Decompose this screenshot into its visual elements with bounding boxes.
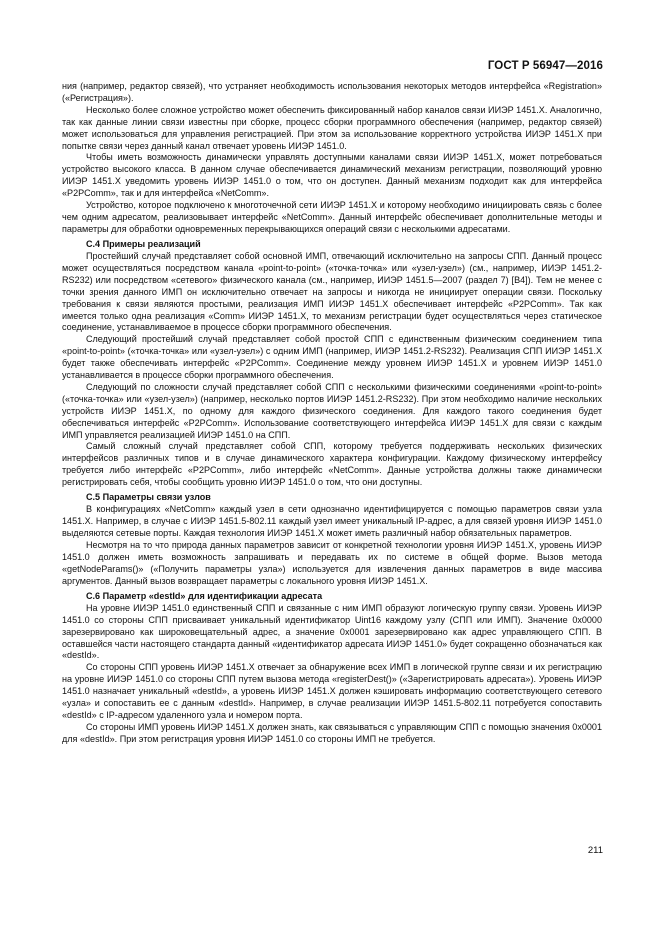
page-number: 211 <box>587 845 603 856</box>
standard-header: ГОСТ Р 56947—2016 <box>487 60 603 72</box>
paragraph: Со стороны ИМП уровень ИИЭР 1451.X должен знать, как связываться с управляющим СПП с помощью значения 0x0001 для «destId». При этом регистрация уровня ИИЭР 1451.0 со стороны ИМП не требуется. <box>62 721 602 744</box>
paragraph: Со стороны СПП уровень ИИЭР 1451.X отвечает за обнаружение всех ИМП в логической группе связи и их регистрацию на уровне ИИЭР 1451.0 со стороны СПП путем вызова метода «registerDest()» («Зарегистрировать адресата»). Уровень ИИЭР 1451.0 назначает уникальный «destId», а уровень ИИЭР 1451.X должен кэшировать информацию соответствующего сетевого «узла» и сопоставить ее с данным «destId». Например, в случае реализации ИИЭР 1451.5-802.11 потребуется сопоставить «destId» с IP-адресом удаленного узла и номером порта. <box>62 662 602 721</box>
section-heading-c5: С.5 Параметры связи узлов <box>86 492 211 503</box>
document-body <box>62 81 602 746</box>
paragraph: Устройство, которое подключено к многоточечной сети ИИЭР 1451.X и которому необходимо инициировать связь с более чем одним адресатом, реализовывает интерфейс «NetComm». Данный интерфейс обеспечивает дополнительные методы и параметры для обработки одновременных перекрывающихся операций связи с несколькими адресатами. <box>62 200 602 234</box>
paragraph: ния (например, редактор связей), что устраняет необходимость использования некоторых методов интерфейса «Registration» («Регистрация»). <box>62 81 602 103</box>
paragraph: Следующий простейший случай представляет собой простой СПП с единственным физическим соединением типа «point-to-point» («точка-точка» или «узел-узел») с одним ИМП (например, ИИЭР 1451.2-RS232). Реализация СПП ИИЭР 1451.X будет также обеспечивать интерфейс «P2PComm». Соединение между уровнем ИИЭР 1451.X и уровнем ИИЭР 1451.0 устанавливается в процессе сборки программного обеспечения. <box>62 334 602 381</box>
paragraph: Чтобы иметь возможность динамически управлять доступными каналами связи ИИЭР 1451.X, может потребоваться устройство высокого класса. В данном случае обеспечивается динамический механизм регистрации, позволяющий уровню ИИЭР 1451.X уведомить уровень ИИЭР 1451.0 о том, что он доступен. Данный механизм подходит как для интерфейса «P2PComm», так и для интерфейса «NetComm». <box>62 152 602 199</box>
paragraph: На уровне ИИЭР 1451.0 единственный СПП и связанные с ним ИМП образуют логическую группу связи. Уровень ИИЭР 1451.0 со стороны СПП присваивает уникальный идентификатор Uint16 каждому узлу (СПП или ИМП). Значение 0x0000 зарезервировано как широковещательный адрес, а значение 0x0001 зарезервировано как адрес управляющего СПП. В оставшейся части настоящего стандарта данный «идентификатор адресата ИИЭР 1451.0» будет сокращенно обозначаться как «destId». <box>62 602 602 661</box>
paragraph: Самый сложный случай представляет собой СПП, которому требуется поддерживать нескольких физических интерфейсов различных типов и в случае динамического характера конфигурации. Каждому физическому интерфейсу требуется либо интерфейс «P2PComm», либо интерфейс «NetComm». Данные устройства должны также динамически регистрировать себя, чтобы сообщить уровню ИИЭР 1451.0 о том, что они доступны. <box>62 441 602 488</box>
paragraph: Несколько более сложное устройство может обеспечить фиксированный набор каналов связи ИИЭР 1451.X. Аналогично, так как данные линии связи известны при сборке, процесс сборки программного обеспечения (например, редактор связей) может использоваться для управления регистрацией. При этом за использование корректного устройства ИИЭР 1451.X при попытке связи через данный канал отвечает уровень ИИЭР 1451.0. <box>62 104 602 151</box>
section-heading-c4: С.4 Примеры реализаций <box>86 238 201 249</box>
paragraph: Несмотря на то что природа данных параметров зависит от конкретной технологии уровня ИИЭР 1451.X, уровень ИИЭР 1451.0 должен иметь возможность запрашивать и передавать их по системе в общей форме. Вызов метода «getNodeParams()» («Получить параметры узла») используется для извлечения данных параметров в виде массива аргументов. Данный вызов возвращает параметры с локального уровня ИИЭР 1451.X. <box>62 540 602 586</box>
paragraph: Следующий по сложности случай представляет собой СПП с несколькими физическими соединениями «point-to-point» («точка-точка» или «узел-узел») (например, несколько портов ИИЭР 1451.2-RS232). При этом необходимо наличие нескольких устройств ИИЭР 1451.X, по одному для каждого физического соединения. Для каждого такого соединения будет обеспечиваться интерфейс «P2PComm». Использование соответствующего интерфейса ИИЭР 1451.X для связи с каждым ИМП управляется реализацией ИИЭР 1451.0 на СПП. <box>62 381 602 440</box>
section-heading-c6: С.6 Параметр «destId» для идентификации адресата <box>86 590 323 601</box>
paragraph: В конфигурациях «NetComm» каждый узел в сети однозначно идентифицируется с помощью параметров связи узла 1451.X. Например, в случае с ИИЭР 1451.5-802.11 каждый узел имеет уникальный IP-адрес, а для связей уровня ИИЭР 1451.0 выделяются сетевые порты. Каждая технология ИИЭР 1451.X может иметь различный набор обязательных параметров. <box>62 504 602 539</box>
paragraph: Простейший случай представляет собой основной ИМП, отвечающий исключительно на запросы СПП. Данный процесс может осуществляться посредством канала «point-to-point» («точка-точка» или «узел-узел») (см., например, ИИЭР 1451.2-RS232) или посредством «сетевого» физического канала (см., например, ИИЭР 1451.5—2007 (раздел 7) [B4]). Тем не менее с точки зрения данного ИМП он исключительно отвечает на запросы и никогда не инициирует операции связи. Поскольку требования к связи являются простыми, реализация ИМП ИИЭР 1451.X обеспечивает интерфейс «P2PComm». Так как имеется только одна реализация «Comm» ИИЭР 1451.X, то механизм регистрации будет осуществляться через статическое соединение, устанавливаемое в процессе сборки программного обеспечения. <box>62 250 602 333</box>
